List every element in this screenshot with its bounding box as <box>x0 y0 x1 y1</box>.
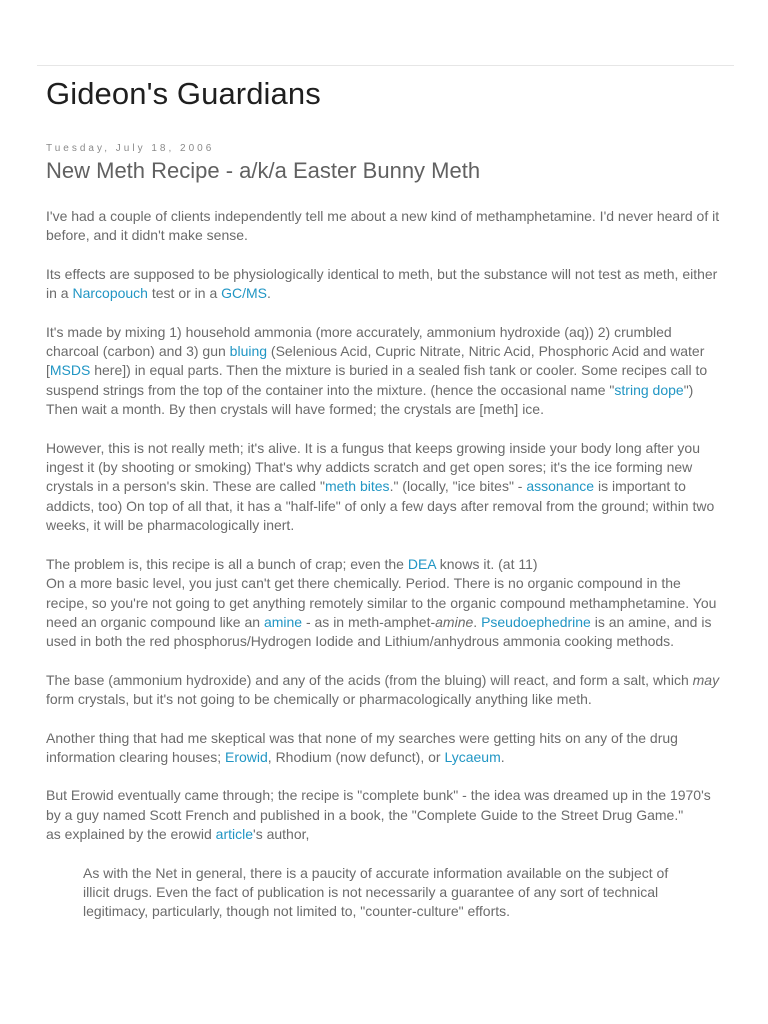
paragraph: But Erowid eventually came through; the recipe is "complete bunk" - the idea was dreamed up in the 1970's by a guy named Scott French and published in a book, the "Complete Guide to the Street Drug Game." <box>46 787 711 823</box>
dea-link[interactable]: DEA <box>407 555 436 572</box>
paragraph <box>46 825 726 844</box>
text: The base (ammonium hydroxide) and any of the acids (from the bluing) will react, and form a salt, which <box>46 671 693 688</box>
text: The problem is, this recipe is all a bunch of crap; even the <box>46 555 408 572</box>
text: form crystals, but it's not going to be chemically or pharmacologically anything like meth. <box>46 691 592 708</box>
paragraph <box>46 323 726 420</box>
text: is important to addicts, too) On top of all that, it has a "half-life" of only a few days after removal from the ground; within two weeks, it will be pharmacologically inert. <box>46 478 715 534</box>
assonance-link[interactable]: assonance <box>526 478 595 495</box>
text: 's author, <box>253 826 310 843</box>
msds-link[interactable]: MSDS <box>49 362 91 379</box>
paragraph <box>46 574 726 652</box>
post-body <box>46 207 726 920</box>
amine-link[interactable]: amine <box>263 613 303 630</box>
text: ." (locally, "ice bites" - <box>389 478 527 495</box>
text: . <box>473 613 482 630</box>
text: - as in meth-amphet- <box>302 613 436 630</box>
text: Its effects are supposed to be physiologically identical to meth, but the substance will not test as meth, either in a <box>46 265 718 302</box>
paragraph <box>46 729 726 768</box>
post-title[interactable]: New Meth Recipe - a/k/a Easter Bunny Meth <box>46 158 481 183</box>
paragraph: I've had a couple of clients independently tell me about a new kind of methamphetamine. I'd never heard of it before, and it didn't make sense. <box>46 208 720 244</box>
text: , Rhodium (now defunct), or <box>267 748 445 765</box>
paragraph <box>46 439 726 536</box>
text: ") Then wait a month. By then crystals will have formed; the crystals are [meth] ice. <box>46 381 694 418</box>
bluing-link[interactable]: bluing <box>229 343 268 360</box>
text: here]) in equal parts. Then the mixture is buried in a sealed fish tank or cooler. Some recipes call to suspend strings from the top of the container into the mixture. (hence the occasional name " <box>46 362 708 398</box>
article-link[interactable]: article <box>215 826 254 843</box>
text: test or in a <box>147 285 222 302</box>
erowid-link[interactable]: Erowid <box>225 748 268 765</box>
string-dope-link[interactable]: string dope <box>614 381 684 398</box>
emphasis: amine <box>435 613 474 630</box>
text: (Selenious Acid, Cupric Nitrate, Nitric Acid, Phosphoric Acid and water [ <box>46 343 705 379</box>
paragraph <box>46 555 726 574</box>
paragraph <box>46 671 726 710</box>
text: as explained by the erowid <box>46 826 216 843</box>
post-date: Tuesday, July 18, 2006 <box>46 143 215 154</box>
blog-title[interactable]: Gideon's Guardians <box>46 76 321 111</box>
meth-bites-link[interactable]: meth bites <box>324 478 390 495</box>
text: However, this is not really meth; it's alive. It is a fungus that keeps growing inside your body long after you ingest it (by shooting or smoking) That's why addicts scratch and get open sores; it's the ice forming new crystals in a person's skin. These are called " <box>46 439 701 495</box>
narcopouch-link[interactable]: Narcopouch <box>72 285 148 302</box>
text: knows it. (at 11) <box>435 555 538 572</box>
pseudoephedrine-link[interactable]: Pseudoephedrine <box>481 613 591 630</box>
text: . <box>500 748 505 765</box>
text: . <box>267 285 271 302</box>
header-divider <box>37 65 734 66</box>
block-quote: As with the Net in general, there is a paucity of accurate information available on the subject of illicit drugs. Even the fact of publication is not necessarily a guarantee of any sort of technical legitimacy, particularly, though not limited to, "counter-culture" efforts. <box>83 864 669 920</box>
text: It's made by mixing 1) household ammonia (more accurately, ammonium hydroxide (aq)) 2) crumbled charcoal (carbon) and 3) gun <box>46 323 672 360</box>
gcms-link[interactable]: GC/MS <box>221 285 268 302</box>
text: Another thing that had me skeptical was that none of my searches were getting hits on any of the drug information clearing houses; <box>46 729 678 765</box>
emphasis: may <box>692 671 720 688</box>
text: is an amine, and is used in both the red phosphorus/Hydrogen Iodide and Lithium/anhydrous ammonia cooking methods. <box>46 613 712 650</box>
paragraph <box>46 265 726 304</box>
lycaeum-link[interactable]: Lycaeum <box>444 748 501 765</box>
text: On a more basic level, you just can't get there chemically. Period. There is no organic compound in the recipe, so you're not going to get anything remotely similar to the organic compound methamphetamine. You need an organic compound like an <box>46 575 717 630</box>
